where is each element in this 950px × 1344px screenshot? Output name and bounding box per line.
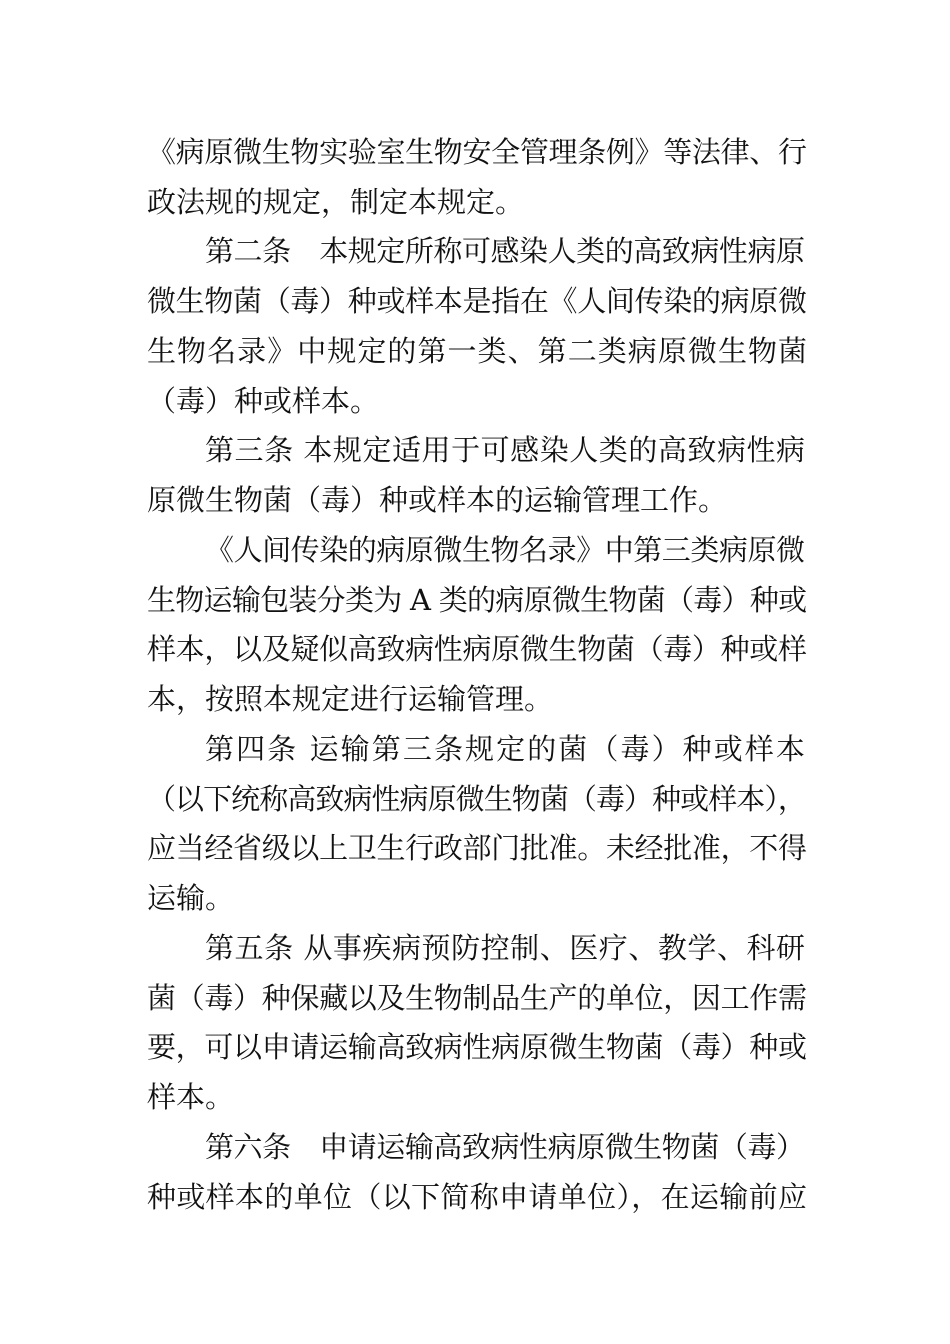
- article-3-line-1: 第三条 本规定适用于可感染人类的高致病性病: [205, 433, 806, 467]
- article-3-line-2: 原微生物菌（毒）种或样本的运输管理工作。: [147, 483, 728, 517]
- article-4-line-3: 应当经省级以上卫生行政部门批准。未经批准，不得: [147, 831, 807, 865]
- paragraph-line-2: 生物运输包装分类为 A 类的病原微生物菌（毒）种或: [147, 583, 807, 617]
- paragraph-line-1: 《人间传染的病原微生物名录》中第三类病原微: [205, 533, 805, 567]
- text-line-2: 政法规的规定，制定本规定。: [147, 185, 525, 219]
- article-5-line-3: 要，可以申请运输高致病性病原微生物菌（毒）种或: [147, 1030, 807, 1064]
- paragraph-line-3: 样本，以及疑似高致病性病原微生物菌（毒）种或样: [147, 632, 807, 666]
- paragraph-line-4: 本，按照本规定进行运输管理。: [147, 682, 554, 716]
- article-6-line-2: 种或样本的单位（以下简称申请单位），在运输前应: [147, 1180, 808, 1214]
- article-2-line-2: 微生物菌（毒）种或样本是指在《人间传染的病原微: [147, 284, 807, 318]
- article-6-line-1: 第六条 申请运输高致病性病原微生物菌（毒）: [205, 1130, 805, 1164]
- article-5-line-4: 样本。: [147, 1080, 235, 1114]
- article-5-line-2: 菌（毒）种保藏以及生物制品生产的单位，因工作需: [147, 981, 807, 1015]
- article-4-line-4: 运输。: [147, 881, 235, 915]
- article-2-line-4: （毒）种或样本。: [147, 384, 380, 418]
- article-4-line-2: （以下统称高致病性病原微生物菌（毒）种或样本），: [147, 782, 806, 816]
- article-2-line-3: 生物名录》中规定的第一类、第二类病原微生物菌: [147, 334, 809, 368]
- article-2-line-1: 第二条 本规定所称可感染人类的高致病性病原: [205, 234, 805, 268]
- article-4-line-1: 第四条 运输第三条规定的菌（毒）种或样本: [205, 732, 808, 766]
- article-5-line-1: 第五条 从事疾病预防控制、医疗、教学、科研: [205, 931, 806, 965]
- text-line-1: 《病原微生物实验室生物安全管理条例》等法律、行: [147, 135, 807, 169]
